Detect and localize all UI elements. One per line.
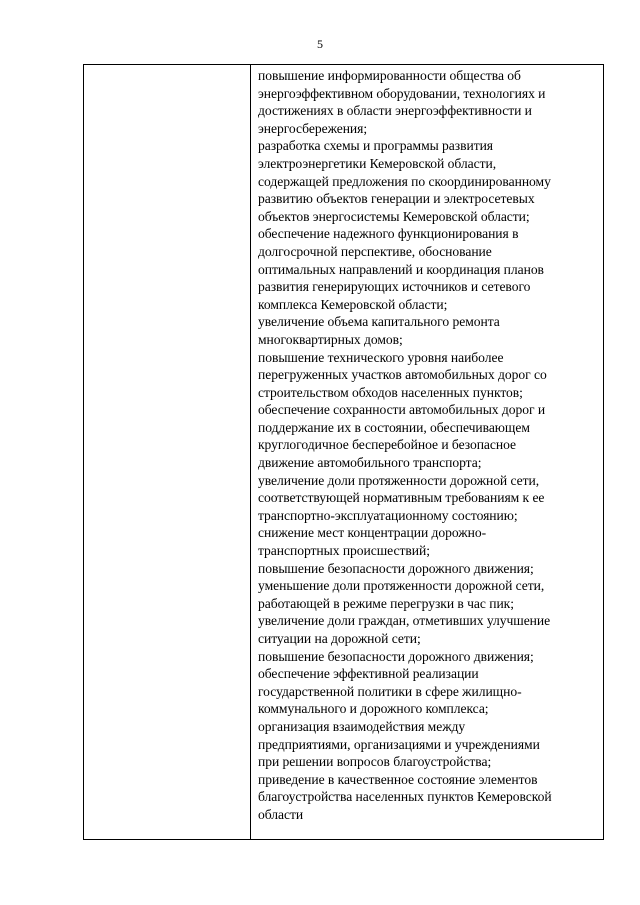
text-line: обеспечение надежного функционирования в [258, 226, 519, 242]
text-line: поддержание их в состоянии, обеспечивающем [258, 419, 530, 435]
text-line: объектов энергосистемы Кемеровской области; [258, 208, 530, 224]
table-cell-left [84, 65, 251, 839]
text-line: долгосрочной перспективе, обоснование [258, 243, 492, 259]
text-line: повышение безопасности дорожного движения; [258, 560, 534, 576]
text-line: организация взаимодействия между [258, 718, 466, 734]
text-line: оптимальных направлений и координация планов [258, 261, 544, 277]
text-line: соответствующей нормативным требованиям к ее [258, 490, 545, 506]
text-line: приведение в качественное состояние элементов [258, 771, 538, 787]
text-line: работающей в режиме перегрузки в час пик; [258, 595, 514, 611]
text-line: транспортно-эксплуатационному состоянию; [258, 507, 518, 523]
text-line: разработка схемы и программы развития [258, 138, 494, 154]
text-line: коммунального и дорожного комплекса; [258, 701, 489, 717]
text-line: ситуации на дорожной сети; [258, 631, 421, 646]
text-line: содержащей предложения по скоординированному [258, 173, 551, 189]
text-line: круглогодичное бесперебойное и безопасное [258, 437, 517, 453]
text-line: комплекса Кемеровской области; [258, 296, 448, 312]
document-table [83, 64, 604, 840]
text-line: строительством обходов населенных пунктов; [258, 384, 523, 400]
text-line: обеспечение эффективной реализации [258, 666, 479, 682]
text-line: многоквартирных домов; [258, 331, 403, 347]
text-line: обеспечение сохранности автомобильных дорог и [258, 402, 546, 418]
text-line: области [258, 806, 304, 822]
text-line: достижениях в области энергоэффективности и [258, 103, 532, 119]
text-line: транспортных происшествий; [258, 543, 430, 559]
text-line: энергосбережения; [258, 120, 368, 136]
table-cell-right [251, 65, 603, 839]
text-line: электроэнергетики Кемеровской области, [258, 155, 497, 171]
text-line: энергоэффективном оборудовании, технологиях и [258, 85, 546, 101]
text-line: благоустройства населенных пунктов Кемеровской [258, 789, 552, 805]
text-line: повышение технического уровня наиболее [258, 349, 504, 365]
text-line: снижение мест концентрации дорожно- [258, 525, 487, 541]
text-line: государственной политики в сфере жилищно- [258, 683, 522, 699]
text-line: перегруженных участков автомобильных дорог со [258, 367, 547, 383]
text-line: повышение безопасности дорожного движения; [258, 648, 534, 664]
text-line: увеличение объема капитального ремонта [258, 314, 500, 330]
text-line: повышение информированности общества об [258, 68, 521, 83]
text-line: развития генерирующих источников и сетевого [258, 279, 531, 295]
text-line: увеличение доли протяженности дорожной сети, [258, 472, 540, 488]
text-line: увеличение доли граждан, отметивших улучшение [258, 613, 551, 629]
text-line: при решении вопросов благоустройства; [258, 754, 492, 770]
text-line: уменьшение доли протяженности дорожной сети, [258, 578, 545, 594]
text-line: предприятиями, организациями и учреждениями [258, 736, 540, 752]
text-line: движение автомобильного транспорта; [258, 455, 482, 471]
text-line: развитию объектов генерации и электросетевых [258, 191, 535, 207]
page-number: 5 [317, 37, 323, 51]
